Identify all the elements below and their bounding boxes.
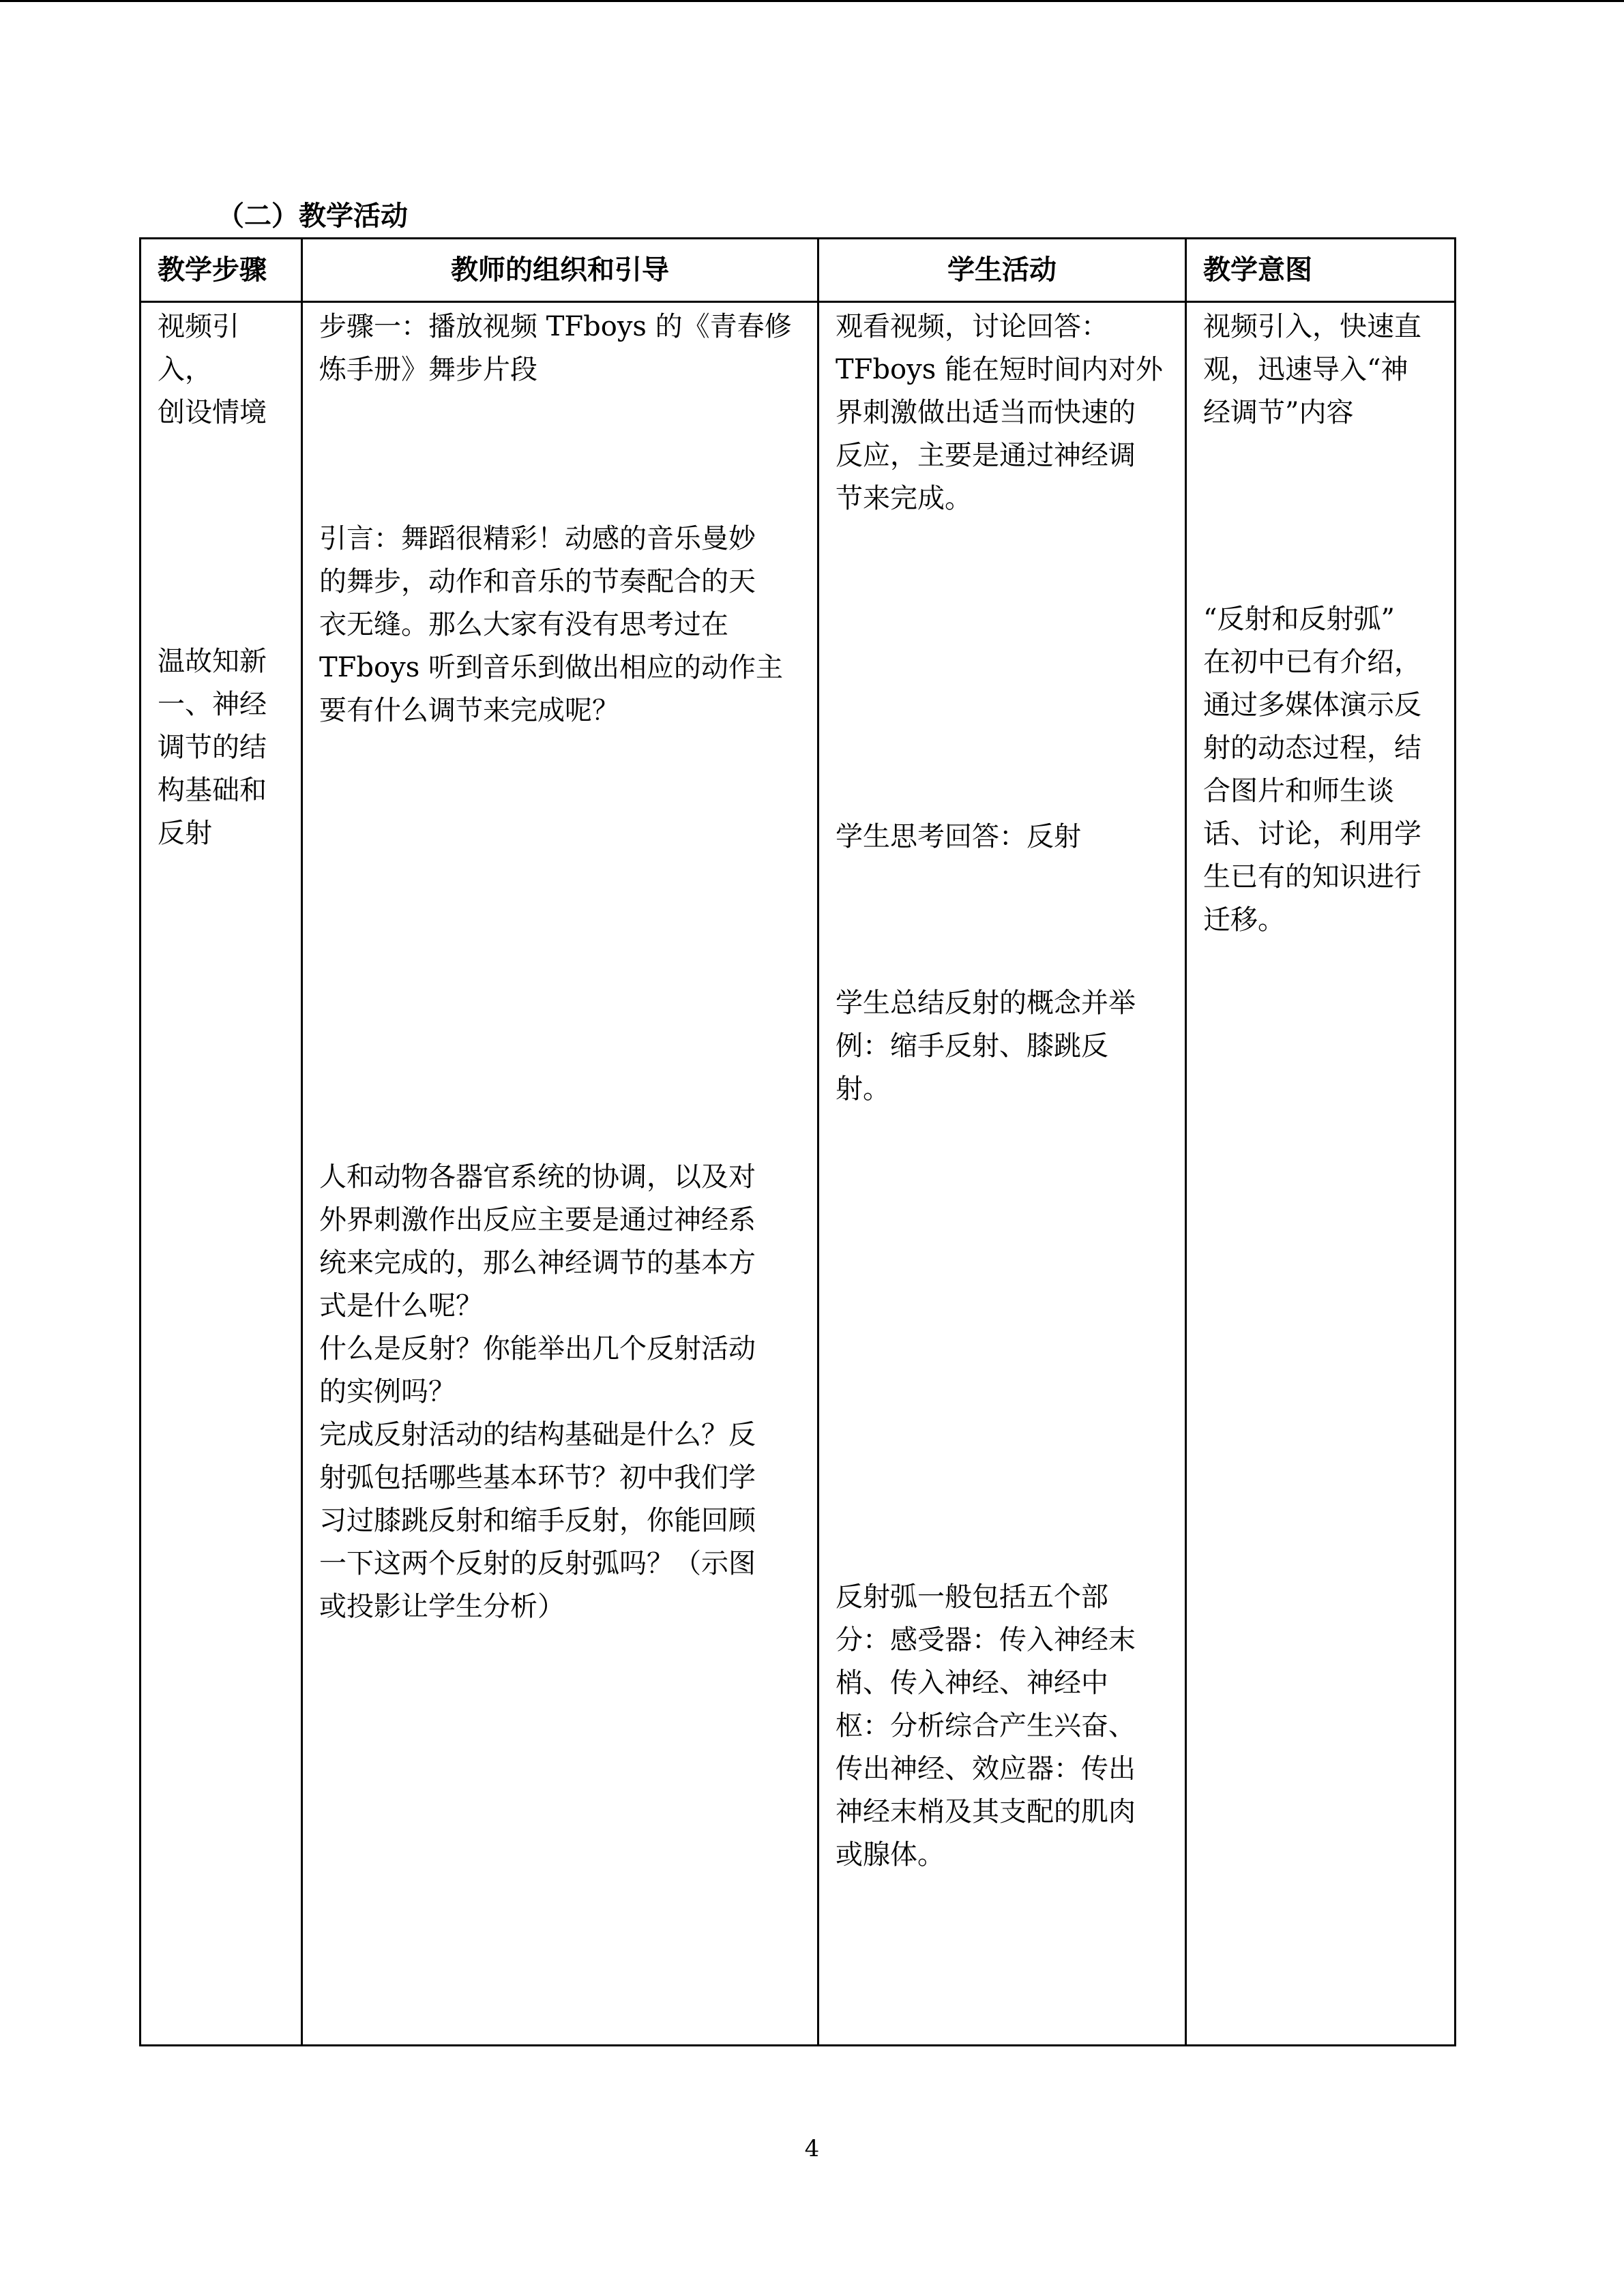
header-divider: [141, 301, 1454, 303]
step-intro-cell: 视频引 入， 创设情境: [158, 311, 267, 428]
column-divider: [301, 239, 303, 2044]
header-teaching-intent: 教学意图: [1203, 254, 1312, 286]
teacher-questions: 人和动物各器官系统的协调，以及对 外界刺激作出反应主要是通过神经系 统来完成的，那么神经调节的基本方 式是什么呢？ 什么是反射？你能举出几个反射活动 的实例吗？ 完成反射活动的结构基础是什么？反 射弧包括哪些基本环节？初中我们学 习过膝跳反射和缩手反射，你能回顾 一下这两个反射的反射弧吗？（示图 或投影让学生分析）: [319, 1161, 756, 1622]
column-divider: [817, 239, 819, 2044]
header-teaching-step: 教学步骤: [158, 254, 267, 286]
column-divider: [1185, 239, 1187, 2044]
section-heading: （二）教学活动: [217, 200, 408, 232]
teacher-step1-text: 步骤一：播放视频 TFboys 的《青春修 炼手册》舞步片段: [319, 311, 792, 385]
teaching-activity-table: [139, 237, 1456, 2046]
student-answer-text: 学生思考回答：反射: [836, 821, 1081, 852]
student-reflex-arc-text: 反射弧一般包括五个部 分：感受器：传入神经末 梢、传入神经、神经中 枢：分析综合产生兴奋、 传出神经、效应器：传出 神经末梢及其支配的肌肉 或腺体。: [836, 1581, 1136, 1870]
step-review-cell: 温故知新 一、神经 调节的结 构基础和 反射: [158, 646, 267, 849]
intent-video-text: 视频引入，快速直 观，迅速导入“神 经调节”内容: [1203, 311, 1421, 428]
header-teacher-guidance: 教师的组织和引导: [451, 254, 669, 286]
header-student-activity: 学生活动: [947, 254, 1057, 286]
intent-reflex-text: “反射和反射弧” 在初中已有介绍， 通过多媒体演示反 射的动态过程，结 合图片和师生谈 话、讨论，利用学 生已有的知识进行 迁移。: [1203, 603, 1421, 936]
page-number: 4: [804, 2135, 820, 2162]
top-border-line: [0, 0, 1624, 2]
student-watch-text: 观看视频，讨论回答： TFboys 能在短时间内对外 界刺激做出适当而快速的 反应，主要是通过神经调 节来完成。: [836, 311, 1163, 514]
teacher-intro-speech: 引言：舞蹈很精彩！动感的音乐曼妙 的舞步，动作和音乐的节奏配合的天 衣无缝。那么大家有没有思考过在 TFboys 听到音乐到做出相应的动作主 要有什么调节来完成呢？: [319, 523, 783, 726]
student-summary-text: 学生总结反射的概念并举 例：缩手反射、膝跳反 射。: [836, 987, 1136, 1105]
